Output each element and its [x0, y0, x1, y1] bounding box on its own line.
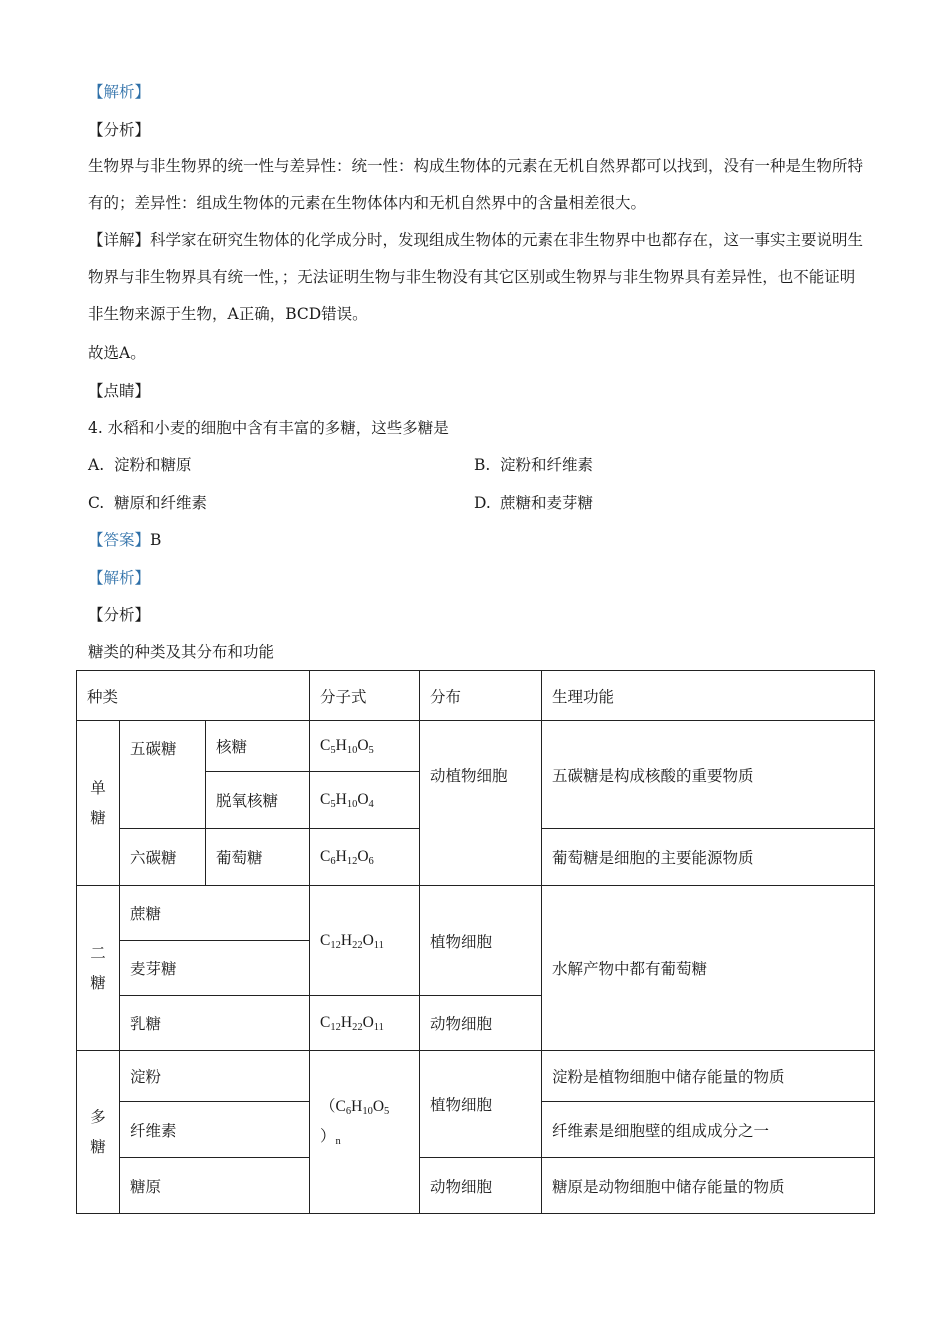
analysis-tag-2: 【解析】	[88, 569, 151, 587]
table-row	[77, 721, 875, 772]
func-cellulose: 纤维素是细胞壁的组成成分之一	[542, 1102, 875, 1158]
option-d	[474, 493, 593, 513]
f-sub: 6	[330, 856, 336, 867]
detail-text: 科学家在研究生物体的化学成分时，发现组成生物体的元素在非生物界中也都存在，这一事实主要说明生物界与非生物界具有统一性，；无法证明生物与非生物没有其它区别或生物界与非生物界具有差异性，也不能证明非生物来源于生物，A正确，BCD错误。	[88, 231, 864, 323]
option-a-key: A.	[88, 456, 105, 474]
f-el: C	[320, 931, 331, 949]
answer-line	[88, 530, 161, 550]
deoxyribose-cell: 脱氧核糖	[206, 772, 310, 829]
f-el: C	[320, 737, 331, 754]
starch-cell: 淀粉	[120, 1051, 310, 1102]
f-sub: 6	[345, 1106, 352, 1117]
f-el: C	[320, 791, 331, 808]
header-function: 生理功能	[542, 671, 875, 721]
func-glycogen: 糖原是动物细胞中储存能量的物质	[542, 1158, 875, 1214]
answer-tag: 【答案】	[88, 531, 151, 549]
analysis-paragraph: 生物界与非生物界的统一性与差异性：统一性：构成生物体的元素在无机自然界都可以找到，没有一种是生物所特有的；差异性：组成生物体的元素在生物体体内和无机自然界中的含量相差很大。	[88, 157, 864, 212]
f-el: H	[335, 791, 347, 808]
f-sub: 10	[362, 1106, 373, 1117]
f-el: H	[335, 848, 347, 865]
poly-dist-plant: 植物细胞	[420, 1051, 542, 1158]
glucose-formula	[310, 829, 420, 886]
f-el: C	[320, 848, 331, 865]
glucose-cell: 葡萄糖	[206, 829, 310, 886]
f-el: O	[372, 1098, 385, 1115]
f-sub: 22	[352, 1022, 363, 1033]
option-b	[474, 455, 593, 475]
table-caption: 糖类的种类及其分布和功能	[88, 643, 275, 661]
group-di-label: 二糖	[90, 944, 106, 992]
key-point-tag: 【点睛】	[88, 382, 151, 400]
option-c-key: C.	[88, 494, 105, 512]
f-sub: 10	[346, 799, 358, 810]
detail-tag: 【详解】	[88, 231, 151, 249]
question-stem: 4. 水稻和小麦的细胞中含有丰富的多糖，这些多糖是	[88, 419, 449, 437]
disaccharide-formula	[310, 886, 420, 996]
f-sub: 5	[368, 745, 374, 756]
group-polysaccharide	[77, 1051, 120, 1214]
f-sub: 12	[346, 856, 358, 867]
breakdown-tag: 【分析】	[88, 121, 151, 139]
ribose-cell: 核糖	[206, 721, 310, 772]
f-el: H	[340, 931, 353, 949]
f-el: H	[351, 1098, 363, 1115]
option-c	[88, 493, 207, 513]
f-sub: 5	[330, 745, 336, 756]
f-el: O	[357, 737, 369, 754]
header-distribution: 分布	[420, 671, 542, 721]
f-sub: 10	[346, 745, 358, 756]
f-el: O	[357, 791, 369, 808]
di-dist-plant: 植物细胞	[420, 886, 542, 996]
func-pentose: 五碳糖是构成核酸的重要物质	[542, 721, 875, 829]
f-sub: 6	[368, 856, 374, 867]
group-disaccharide	[77, 886, 120, 1051]
option-b-text: 淀粉和纤维素	[500, 456, 594, 474]
f-sub: 12	[330, 1022, 341, 1033]
sucrose-cell: 蔗糖	[120, 886, 310, 941]
f-el: O	[362, 1014, 374, 1031]
group-mono-label: 单糖	[90, 779, 106, 827]
lactose-cell: 乳糖	[120, 996, 310, 1051]
hexose-cell: 六碳糖	[120, 829, 206, 886]
header-kind: 种类	[77, 671, 310, 721]
f-open: （C	[320, 1098, 346, 1115]
lactose-formula	[310, 996, 420, 1051]
f-el: C	[320, 1014, 331, 1031]
cellulose-cell: 纤维素	[120, 1102, 310, 1158]
option-a-text: 淀粉和糖原	[114, 456, 192, 474]
f-sub: 22	[352, 939, 363, 951]
f-sub: 5	[330, 799, 336, 810]
option-d-text: 蔗糖和麦芽糖	[500, 494, 594, 512]
glycogen-cell: 糖原	[120, 1158, 310, 1214]
maltose-cell: 麦芽糖	[120, 941, 310, 996]
group-poly-label: 多糖	[90, 1108, 106, 1156]
option-d-key: D.	[474, 494, 491, 512]
f-sub: 4	[368, 799, 374, 810]
table-row	[77, 1051, 875, 1102]
table-row	[77, 886, 875, 941]
func-glucose: 葡萄糖是细胞的主要能源物质	[542, 829, 875, 886]
analysis-tag: 【解析】	[88, 83, 151, 101]
f-sub: n	[335, 1136, 341, 1147]
option-a	[88, 455, 192, 475]
group-monosaccharide	[77, 721, 120, 886]
sugar-table	[76, 670, 875, 1214]
polysaccharide-formula	[310, 1051, 420, 1214]
conclusion-text: 故选A。	[88, 344, 146, 362]
f-el: O	[357, 848, 369, 865]
deoxyribose-formula	[310, 772, 420, 829]
f-el: O	[362, 931, 374, 949]
func-starch: 淀粉是植物细胞中储存能量的物质	[542, 1051, 875, 1102]
poly-dist-animal: 动物细胞	[420, 1158, 542, 1214]
table-header-row	[77, 671, 875, 721]
f-close: ）	[320, 1128, 336, 1145]
di-function: 水解产物中都有葡萄糖	[542, 886, 875, 1051]
f-el: H	[340, 1014, 353, 1031]
mono-distribution: 动植物细胞	[420, 721, 542, 886]
pentose-cell: 五碳糖	[120, 721, 206, 829]
f-sub: 12	[330, 939, 341, 951]
di-dist-animal: 动物细胞	[420, 996, 542, 1051]
option-b-key: B.	[474, 456, 491, 474]
f-sub: 11	[373, 1022, 384, 1033]
f-sub: 11	[373, 939, 384, 951]
ribose-formula	[310, 721, 420, 772]
table-row	[77, 1158, 875, 1214]
answer-value: B	[150, 531, 162, 549]
breakdown-tag-2: 【分析】	[88, 606, 151, 624]
f-sub: 5	[384, 1106, 390, 1117]
header-formula: 分子式	[310, 671, 420, 721]
detail-paragraph	[88, 222, 864, 333]
option-c-text: 糖原和纤维素	[114, 494, 208, 512]
f-el: H	[335, 737, 347, 754]
